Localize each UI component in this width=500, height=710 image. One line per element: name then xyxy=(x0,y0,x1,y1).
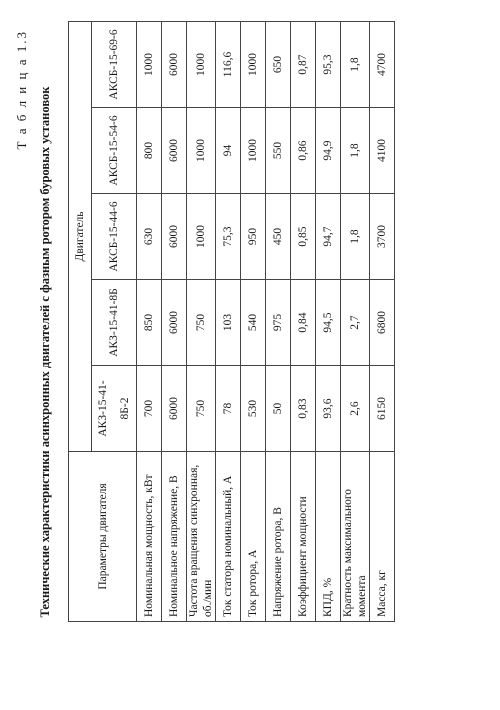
value-cell: 50 xyxy=(266,366,291,452)
value-cell: 630 xyxy=(137,194,162,280)
value-cell: 1000 xyxy=(137,21,162,107)
value-cell: 6000 xyxy=(162,108,187,194)
column-header: АКЗ-15-41-8Б-2 xyxy=(92,366,137,452)
value-cell: 95,3 xyxy=(316,21,341,107)
param-cell: Напряжение ротора, В xyxy=(266,452,291,622)
group-header: Двигатель xyxy=(69,21,92,451)
value-cell: 6000 xyxy=(162,194,187,280)
value-cell: 94 xyxy=(216,108,241,194)
value-cell: 4100 xyxy=(370,108,395,194)
spec-table xyxy=(68,21,395,622)
value-cell: 650 xyxy=(266,21,291,107)
value-cell: 530 xyxy=(241,366,266,452)
value-cell: 6000 xyxy=(162,280,187,366)
value-cell: 1,8 xyxy=(341,108,370,194)
value-cell: 6000 xyxy=(162,21,187,107)
value-cell: 0,83 xyxy=(291,366,316,452)
value-cell: 0,87 xyxy=(291,21,316,107)
param-cell: Номинальное напряжение, В xyxy=(162,452,187,622)
value-cell: 750 xyxy=(187,366,216,452)
value-cell: 800 xyxy=(137,108,162,194)
column-header: АКЗ-15-41-8Б xyxy=(92,280,137,366)
table-body xyxy=(137,21,395,621)
table-row xyxy=(291,21,316,621)
value-cell: 3700 xyxy=(370,194,395,280)
table-row xyxy=(241,21,266,621)
value-cell: 116,6 xyxy=(216,21,241,107)
param-cell: Кратность максимального момента xyxy=(341,452,370,622)
value-cell: 6150 xyxy=(370,366,395,452)
table-row xyxy=(187,21,216,621)
value-cell: 94,7 xyxy=(316,194,341,280)
value-cell: 4700 xyxy=(370,21,395,107)
value-cell: 0,86 xyxy=(291,108,316,194)
value-cell: 950 xyxy=(241,194,266,280)
value-cell: 2,6 xyxy=(341,366,370,452)
value-cell: 103 xyxy=(216,280,241,366)
value-cell: 75,3 xyxy=(216,194,241,280)
value-cell: 450 xyxy=(266,194,291,280)
table-label: Т а б л и ц а 1.3 xyxy=(14,30,29,150)
table-row xyxy=(216,21,241,621)
column-header: АКСБ-15-69-6 xyxy=(92,21,137,107)
param-header: Параметры двигателя xyxy=(69,452,137,622)
value-cell: 1,8 xyxy=(341,194,370,280)
value-cell: 0,85 xyxy=(291,194,316,280)
table-row xyxy=(341,21,370,621)
value-cell: 93,6 xyxy=(316,366,341,452)
value-cell: 550 xyxy=(266,108,291,194)
table-row xyxy=(266,21,291,621)
value-cell: 1000 xyxy=(187,108,216,194)
column-header: АКСБ-15-44-6 xyxy=(92,194,137,280)
table-row xyxy=(370,21,395,621)
page-title: Технические характеристики асинхронных двигателей с фазным ротором буровых установок xyxy=(38,86,52,618)
value-cell: 6800 xyxy=(370,280,395,366)
param-cell: Ток статора номинальный, А xyxy=(216,452,241,622)
param-cell: Коэффициент мощности xyxy=(291,452,316,622)
param-cell: Масса, кг xyxy=(370,452,395,622)
value-cell: 0,84 xyxy=(291,280,316,366)
param-cell: КПД, % xyxy=(316,452,341,622)
value-cell: 1000 xyxy=(241,108,266,194)
param-cell: Частота вращения синхронная, об./мин xyxy=(187,452,216,622)
value-cell: 94,9 xyxy=(316,108,341,194)
value-cell: 94,5 xyxy=(316,280,341,366)
value-cell: 1000 xyxy=(187,194,216,280)
column-header: АКСБ-15-54-6 xyxy=(92,108,137,194)
param-cell: Ток ротора, А xyxy=(241,452,266,622)
table-row xyxy=(162,21,187,621)
table-row xyxy=(137,21,162,621)
value-cell: 2,7 xyxy=(341,280,370,366)
value-cell: 78 xyxy=(216,366,241,452)
value-cell: 700 xyxy=(137,366,162,452)
value-cell: 540 xyxy=(241,280,266,366)
value-cell: 750 xyxy=(187,280,216,366)
value-cell: 850 xyxy=(137,280,162,366)
value-cell: 1,8 xyxy=(341,21,370,107)
param-cell: Номинальная мощность, кВт xyxy=(137,452,162,622)
value-cell: 1000 xyxy=(187,21,216,107)
table-row xyxy=(316,21,341,621)
value-cell: 975 xyxy=(266,280,291,366)
value-cell: 6000 xyxy=(162,366,187,452)
value-cell: 1000 xyxy=(241,21,266,107)
